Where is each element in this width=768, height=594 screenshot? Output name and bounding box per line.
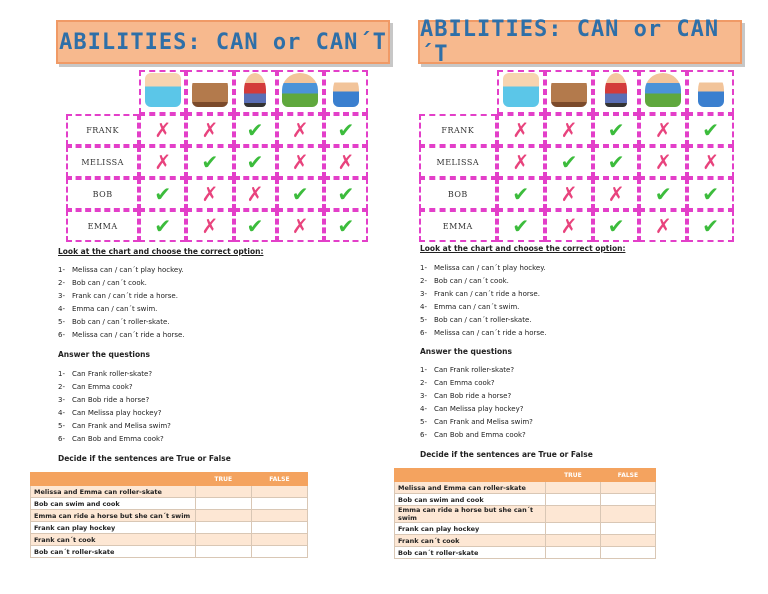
true-answer-cell[interactable] [195, 498, 251, 510]
cross-icon: ✗ [201, 181, 219, 206]
check-icon: ✔ [512, 181, 530, 206]
check-icon: ✔ [337, 213, 355, 238]
table-row: Emma can ride a horse but she can´t swim [31, 510, 308, 522]
row-label: MELISSA [66, 146, 139, 178]
cross-icon: ✗ [291, 213, 309, 238]
cross-icon: ✗ [337, 149, 355, 174]
cross-icon: ✗ [154, 149, 172, 174]
true-answer-cell[interactable] [545, 506, 600, 523]
true-answer-cell[interactable] [195, 534, 251, 546]
chart-row-melissa [419, 146, 734, 178]
table-row: Frank can´t cook [31, 534, 308, 546]
true-answer-cell[interactable] [195, 546, 251, 558]
list-item: 1- Can Frank roller-skate? [420, 366, 515, 374]
cross-icon: ✗ [154, 117, 172, 142]
check-icon: ✔ [607, 149, 625, 174]
table-row: Bob can swim and cook [395, 494, 656, 506]
list-item: 4- Can Melissa play hockey? [420, 405, 524, 413]
worksheet-left [28, 0, 387, 594]
abilities-chart [419, 70, 734, 242]
cross-icon: ✗ [291, 149, 309, 174]
section-title-answer: Answer the questions [420, 347, 512, 356]
questions-list [420, 364, 533, 442]
table-row: Melissa and Emma can roller-skate [31, 486, 308, 498]
cross-icon: ✗ [246, 181, 264, 206]
chart-row-frank [419, 114, 734, 146]
false-answer-cell[interactable] [600, 523, 655, 535]
table-row: Frank can play hockey [395, 523, 656, 535]
cross-icon: ✗ [702, 149, 720, 174]
roller-skating-icon [605, 73, 627, 107]
list-item: 6- Can Bob and Emma cook? [58, 435, 164, 443]
list-item: 2- Bob can / can´t cook. [58, 279, 147, 287]
cooking-icon [333, 73, 359, 107]
swimming-icon [503, 73, 539, 107]
row-label: BOB [419, 178, 497, 210]
true-answer-cell[interactable] [545, 523, 600, 535]
false-answer-cell[interactable] [251, 510, 307, 522]
chart-row-bob [419, 178, 734, 210]
row-label: BOB [66, 178, 139, 210]
row-label: EMMA [419, 210, 497, 242]
worksheet-right [394, 0, 734, 594]
check-icon: ✔ [291, 181, 309, 206]
cross-icon: ✗ [512, 149, 530, 174]
list-item: 6- Melissa can / can´t ride a horse. [58, 331, 185, 339]
list-item: 4- Emma can / can´t swim. [58, 305, 158, 313]
table-row: Melissa and Emma can roller-skate [395, 482, 656, 494]
check-icon: ✔ [560, 149, 578, 174]
list-item: 5- Bob can / can´t roller-skate. [58, 318, 170, 326]
horse-riding-icon [551, 73, 587, 107]
chart-row-emma [66, 210, 368, 242]
list-item: 3- Can Bob ride a horse? [420, 392, 512, 400]
swimming-icon [145, 73, 181, 107]
section-title-choose: Look at the chart and choose the correct option: [420, 244, 626, 253]
cross-icon: ✗ [560, 117, 578, 142]
list-item: 3- Frank can / can´t ride a horse. [58, 292, 178, 300]
row-label: FRANK [419, 114, 497, 146]
horse-riding-icon [192, 73, 228, 107]
choose-list [58, 264, 185, 342]
section-title-true-false: Decide if the sentences are True or False [420, 450, 593, 459]
list-item: 5- Bob can / can´t roller-skate. [420, 316, 532, 324]
false-answer-cell[interactable] [251, 522, 307, 534]
check-icon: ✔ [702, 181, 720, 206]
cross-icon: ✗ [654, 149, 672, 174]
row-label: EMMA [66, 210, 139, 242]
false-answer-cell[interactable] [251, 486, 307, 498]
true-false-table [394, 468, 656, 559]
hockey-icon [282, 73, 318, 107]
check-icon: ✔ [154, 181, 172, 206]
list-item: 1- Melissa can / can´t play hockey. [420, 264, 546, 272]
check-icon: ✔ [337, 181, 355, 206]
false-answer-cell[interactable] [600, 535, 655, 547]
roller-skating-icon [244, 73, 266, 107]
choose-list [420, 262, 547, 340]
true-answer-cell[interactable] [195, 510, 251, 522]
false-answer-cell[interactable] [251, 546, 307, 558]
list-item: 6- Melissa can / can´t ride a horse. [420, 329, 547, 337]
cross-icon: ✗ [560, 213, 578, 238]
table-row: Frank can play hockey [31, 522, 308, 534]
table-row: Frank can´t cook [395, 535, 656, 547]
cross-icon: ✗ [201, 117, 219, 142]
questions-list [58, 368, 171, 446]
chart-row-melissa [66, 146, 368, 178]
table-row: Emma can ride a horse but she can´t swim [395, 506, 656, 523]
list-item: 2- Bob can / can´t cook. [420, 277, 509, 285]
section-title-true-false: Decide if the sentences are True or False [58, 454, 231, 463]
false-answer-cell[interactable] [251, 534, 307, 546]
false-answer-cell[interactable] [600, 506, 655, 523]
list-item: 1- Can Frank roller-skate? [58, 370, 153, 378]
list-item: 2- Can Emma cook? [58, 383, 133, 391]
cross-icon: ✗ [654, 213, 672, 238]
check-icon: ✔ [337, 117, 355, 142]
worksheet-title: ABILITIES: CAN or CAN´T [418, 20, 742, 64]
abilities-chart [66, 70, 368, 242]
list-item: 1- Melissa can / can´t play hockey. [58, 266, 184, 274]
check-icon: ✔ [154, 213, 172, 238]
list-item: 5- Can Frank and Melisa swim? [58, 422, 171, 430]
list-item: 2- Can Emma cook? [420, 379, 495, 387]
chart-row-frank [66, 114, 368, 146]
cross-icon: ✗ [560, 181, 578, 206]
true-false-table [30, 472, 308, 558]
list-item: 4- Emma can / can´t swim. [420, 303, 520, 311]
check-icon: ✔ [246, 117, 264, 142]
check-icon: ✔ [702, 117, 720, 142]
false-answer-cell[interactable] [251, 498, 307, 510]
list-item: 3- Can Bob ride a horse? [58, 396, 150, 404]
check-icon: ✔ [607, 213, 625, 238]
check-icon: ✔ [246, 149, 264, 174]
false-column-header: FALSE [600, 469, 655, 482]
hockey-icon [645, 73, 681, 107]
true-answer-cell[interactable] [545, 547, 600, 559]
section-title-choose: Look at the chart and choose the correct option: [58, 247, 264, 256]
true-answer-cell[interactable] [195, 522, 251, 534]
false-answer-cell[interactable] [600, 547, 655, 559]
true-column-header: TRUE [195, 473, 251, 486]
chart-row-emma [419, 210, 734, 242]
check-icon: ✔ [512, 213, 530, 238]
check-icon: ✔ [702, 213, 720, 238]
table-row: Bob can´t roller-skate [31, 546, 308, 558]
list-item: 5- Can Frank and Melisa swim? [420, 418, 533, 426]
list-item: 6- Can Bob and Emma cook? [420, 431, 526, 439]
cross-icon: ✗ [201, 213, 219, 238]
cross-icon: ✗ [512, 117, 530, 142]
cross-icon: ✗ [291, 117, 309, 142]
true-answer-cell[interactable] [545, 482, 600, 494]
false-answer-cell[interactable] [600, 482, 655, 494]
row-label: FRANK [66, 114, 139, 146]
true-answer-cell[interactable] [195, 486, 251, 498]
check-icon: ✔ [607, 117, 625, 142]
list-item: 4- Can Melissa play hockey? [58, 409, 162, 417]
cooking-icon [698, 73, 724, 107]
section-title-answer: Answer the questions [58, 350, 150, 359]
true-answer-cell[interactable] [545, 535, 600, 547]
true-column-header: TRUE [545, 469, 600, 482]
chart-row-bob [66, 178, 368, 210]
false-column-header: FALSE [251, 473, 307, 486]
table-row: Bob can´t roller-skate [395, 547, 656, 559]
row-label: MELISSA [419, 146, 497, 178]
check-icon: ✔ [654, 181, 672, 206]
list-item: 3- Frank can / can´t ride a horse. [420, 290, 540, 298]
check-icon: ✔ [201, 149, 219, 174]
cross-icon: ✗ [654, 117, 672, 142]
cross-icon: ✗ [607, 181, 625, 206]
table-row: Bob can swim and cook [31, 498, 308, 510]
false-answer-cell[interactable] [600, 494, 655, 506]
worksheet-title: ABILITIES: CAN or CAN´T [56, 20, 390, 64]
true-answer-cell[interactable] [545, 494, 600, 506]
check-icon: ✔ [246, 213, 264, 238]
